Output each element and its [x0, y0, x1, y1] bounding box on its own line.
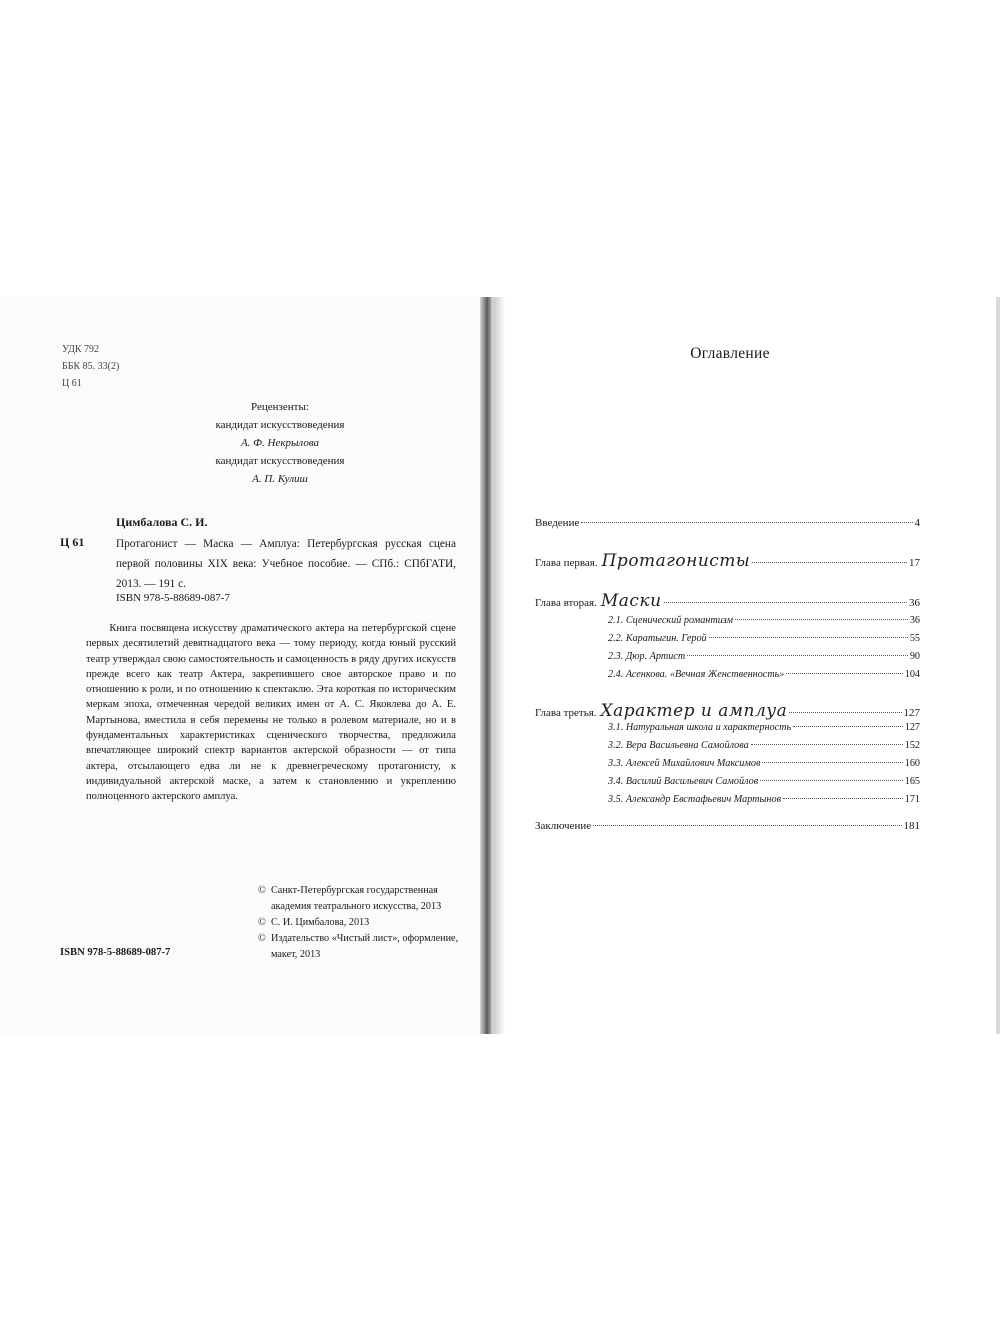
- toc-page: 17: [909, 557, 920, 569]
- toc-entry-section[interactable]: [608, 758, 920, 769]
- toc-leader: [664, 602, 907, 603]
- cutter-mark: Ц 61: [60, 535, 85, 549]
- toc-label: Введение: [535, 517, 580, 529]
- reviewer-name: А. П. Кулиш: [252, 473, 308, 485]
- toc-entry-chapter-1[interactable]: [535, 551, 920, 571]
- copyright-block: [258, 883, 478, 963]
- toc-page: 127: [904, 722, 920, 733]
- toc-entry-conclusion[interactable]: [535, 820, 920, 832]
- copyright-symbol: ©: [258, 917, 266, 928]
- toc-entry-section[interactable]: [608, 722, 920, 733]
- toc-page: 4: [914, 517, 920, 529]
- udk-code: УДК 792: [62, 344, 100, 355]
- toc-entry-section[interactable]: [608, 669, 920, 680]
- toc-entry-chapter-2[interactable]: [535, 591, 920, 611]
- copyright-text: Санкт-Петербургская государственная академия театрального искусства, 2013: [271, 885, 442, 912]
- toc-page: 127: [903, 707, 920, 719]
- reviewer-degree: кандидат искусствоведения: [215, 455, 345, 467]
- toc-section-label: 2.3. Дюр. Артист: [608, 651, 686, 662]
- toc-leader: [593, 825, 901, 826]
- classification-codes: [62, 341, 119, 392]
- toc-entry-section[interactable]: [608, 633, 920, 644]
- toc-page: 152: [904, 740, 920, 751]
- toc-chapter-title: Протагонисты: [601, 551, 751, 571]
- toc-leader: [751, 744, 903, 745]
- toc-chapter-prefix: Глава третья.: [535, 707, 597, 719]
- toc-leader: [793, 726, 903, 727]
- toc-leader: [752, 562, 907, 563]
- toc-entry-section[interactable]: [608, 794, 920, 805]
- toc-chapter-title: Характер и амплуа: [600, 701, 788, 721]
- copyright-line: [258, 915, 478, 931]
- toc-leader: [687, 655, 908, 656]
- toc-entry-section[interactable]: [608, 651, 920, 662]
- book-gutter: [480, 297, 493, 1034]
- toc-page: 165: [904, 776, 920, 787]
- toc-entry-chapter-3[interactable]: [535, 701, 920, 721]
- toc-entry-section[interactable]: [608, 776, 920, 787]
- toc-section-label: 2.4. Асенкова. «Вечная Женственность»: [608, 669, 785, 680]
- toc-section-label: 3.5. Александр Евстафьевич Мартынов: [608, 794, 781, 805]
- toc-section-label: 3.1. Натуральная школа и характерность: [608, 722, 792, 733]
- toc-page: 181: [903, 820, 920, 832]
- page-edge: [996, 297, 1000, 1034]
- toc-section-label: 2.2. Каратыгин. Герой: [608, 633, 707, 644]
- copyright-line: [258, 931, 478, 963]
- toc-entry-section[interactable]: [608, 615, 920, 626]
- contents-page: [505, 297, 1000, 1034]
- toc-label: Заключение: [535, 820, 592, 832]
- toc-page: 171: [904, 794, 920, 805]
- toc-page: 55: [909, 633, 920, 644]
- reviewers-heading: Рецензенты:: [251, 401, 309, 413]
- gutter-shadow: [493, 297, 505, 1034]
- annotation-text: Книга посвящена искусству драматического актера на петербургской сцене первых десятилетий девятнадцатого века — тому периоду, когда юный русский театр утверждал свою самостоятельность и самоценность в ряду других искусств прежде всего как театр Актера, закрепившего свое авторское право и по отношению к роли, и по отношению к спектаклю. Эта короткая по историческим меркам эпоха, отмеченная чередой великих имен от А. С. Яковлева до А. Е. Мартынова, вместила в себя перемены не только в ролевом материале, но и в фундаментальных характеристиках сценического творчества, предложила впечатляющее широкий спектр вариантов актерской образности — от типа актера, отсылающего едва ли не к древнегреческому протагонисту, к индивидуальной актерской маске, а затем к становлению и укреплению полноценного актерского амплуа.: [86, 623, 456, 803]
- reviewer-name: А. Ф. Некрылова: [240, 437, 320, 449]
- author-name: Цимбалова С. И.: [116, 515, 208, 529]
- toc-leader: [709, 637, 908, 638]
- copyright-symbol: ©: [258, 933, 266, 944]
- toc-leader: [783, 798, 903, 799]
- isbn-bottom: ISBN 978-5-88689-087-7: [60, 947, 171, 958]
- toc-title: Оглавление: [690, 345, 770, 362]
- copyright-text: Издательство «Чистый лист», оформление, макет, 2013: [271, 933, 459, 960]
- toc-chapter-prefix: Глава вторая.: [535, 597, 597, 609]
- toc-page: 104: [904, 669, 920, 680]
- isbn-line: ISBN 978-5-88689-087-7: [116, 592, 230, 604]
- book-spread: [0, 297, 1000, 1034]
- toc-page: 90: [909, 651, 920, 662]
- imprint-page: [0, 297, 485, 1034]
- copyright-text: С. И. Цимбалова, 2013: [271, 917, 370, 928]
- toc-leader: [735, 619, 908, 620]
- toc-entry-intro[interactable]: [535, 517, 920, 529]
- toc-chapter-title: Маски: [600, 591, 662, 611]
- toc-page: 36: [909, 597, 920, 609]
- bibliographic-description: Протагонист — Маска — Амплуа: Петербургская русская сцена первой половины XIX века: Учебное пособие. — СПб.: СПбГАТИ, 2013. — 191 с.: [116, 538, 456, 590]
- toc-section-label: 2.1. Сценический романтизм: [608, 615, 734, 626]
- toc-section-label: 3.4. Василий Васильевич Самойлов: [608, 776, 759, 787]
- bbk-code: ББК 85. 33(2): [62, 361, 120, 372]
- toc-leader: [581, 522, 912, 523]
- toc-entry-section[interactable]: [608, 740, 920, 751]
- toc-leader: [760, 780, 903, 781]
- toc-leader: [789, 712, 901, 713]
- annotation: [86, 621, 456, 805]
- toc-section-label: 3.2. Вера Васильевна Самойлова: [608, 740, 749, 751]
- toc-chapter-prefix: Глава первая.: [535, 557, 598, 569]
- toc-leader: [762, 762, 902, 763]
- copyright-line: [258, 883, 478, 915]
- toc-section-label: 3.3. Алексей Михайлович Максимов: [608, 758, 761, 769]
- cutter-code: Ц 61: [62, 378, 82, 389]
- reviewer-degree: кандидат искусствоведения: [215, 419, 345, 431]
- copyright-symbol: ©: [258, 885, 266, 896]
- reviewers-block: [150, 398, 410, 488]
- toc-page: 36: [909, 615, 920, 626]
- toc-leader: [786, 673, 902, 674]
- toc-page: 160: [904, 758, 920, 769]
